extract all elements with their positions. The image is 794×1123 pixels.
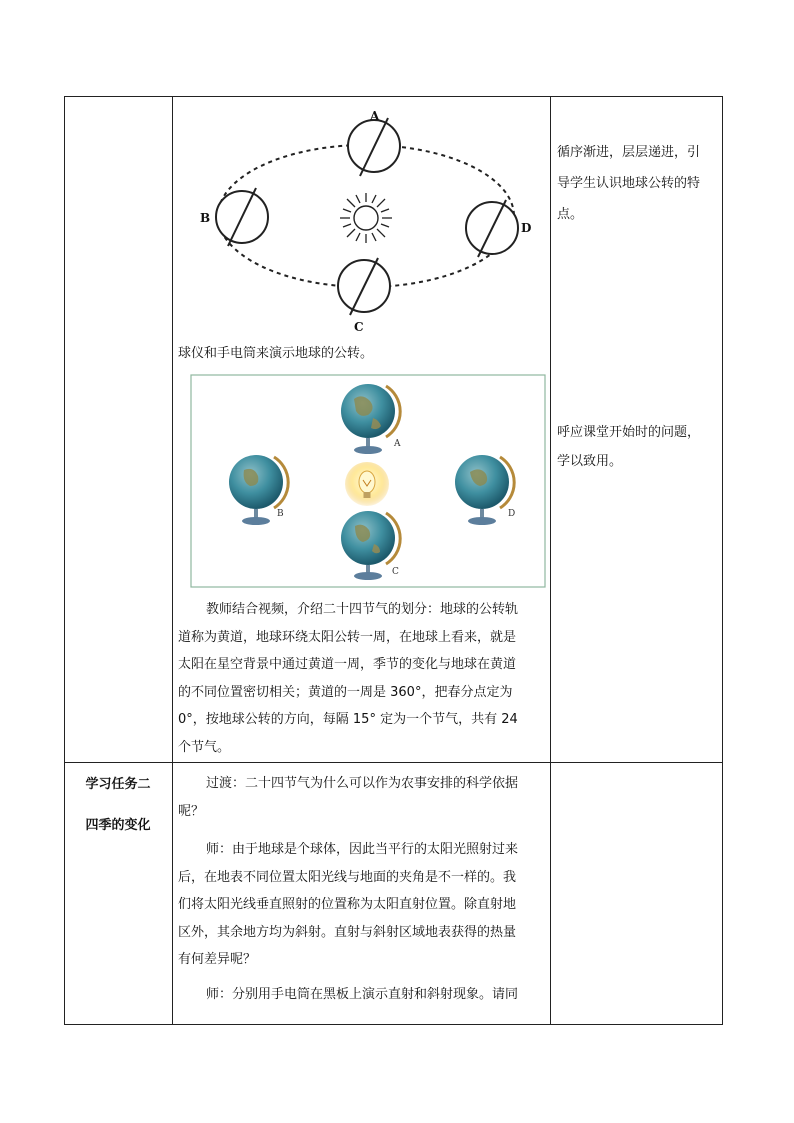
orbit-label-b: B — [200, 211, 211, 225]
text-line: 过渡：二十四节气为什么可以作为农事安排的科学依据 — [206, 776, 519, 791]
design-note-1 — [557, 137, 719, 230]
sun-icon — [340, 193, 392, 243]
table-left-border — [64, 96, 65, 1025]
text-line: 点。 — [557, 207, 584, 222]
text-line: 们将太阳光线垂直照射的位置称为太阳直射位置。除直射地 — [178, 897, 517, 912]
text-line: 区外，其余地方均为斜射。直射与斜射区域地表获得的热量 — [178, 924, 517, 940]
globe-label-b: B — [277, 509, 284, 519]
orbit-label-d: D — [521, 221, 532, 235]
text-line: 呢？ — [178, 803, 205, 819]
text-line: 的不同位置密切相关；黄道的一周是 360°，把春分点定为 — [178, 684, 513, 700]
text-line: 后，在地表不同位置太阳光线与地面的夹角是不一样的。我 — [178, 869, 517, 885]
teacher-paragraph-2 — [178, 981, 546, 1009]
transition-paragraph — [178, 770, 546, 825]
task-subtitle: 四季的变化 — [85, 818, 151, 833]
globe-demo-figure — [190, 374, 546, 588]
table-top-border — [64, 96, 723, 97]
lightbulb-icon — [345, 462, 389, 506]
text-line: 个节气。 — [178, 739, 231, 755]
text-line: 太阳在星空背景中通过黄道一周，季节的变化与地球在黄道 — [178, 657, 517, 672]
text-line: 师：由于地球是个球体，因此当平行的太阳光照射过来 — [206, 842, 519, 857]
solar-terms-paragraph — [178, 596, 546, 761]
task-title: 学习任务二 — [85, 777, 151, 792]
globe-label-c: C — [392, 567, 399, 577]
earth-position-d-icon — [466, 200, 518, 257]
text-line: 导学生认识地球公转的特 — [557, 176, 701, 191]
column-divider-1 — [172, 96, 173, 1025]
text-line: 道称为黄道，地球环绕太阳公转一周，在地球上看来，就是 — [178, 629, 517, 645]
globe-label-a: A — [394, 439, 401, 449]
globe-label-d: D — [508, 509, 516, 519]
earth-position-c-icon — [338, 258, 390, 315]
design-note-2 — [557, 418, 719, 476]
orbit-diagram — [178, 100, 558, 340]
text-line: 循序渐进，层层递进，引 — [557, 145, 701, 160]
text-line: 学以致用。 — [557, 454, 623, 469]
table-right-border — [722, 96, 723, 1025]
text-line: 0°，按地球公转的方向，每隔 15° 定为一个节气，共有 24 — [178, 712, 518, 727]
text-line: 有何差异呢？ — [178, 952, 257, 967]
earth-position-a-icon — [348, 118, 400, 176]
earth-position-b-icon — [216, 188, 268, 246]
text-line: 师：分别用手电筒在黑板上演示直射和斜射现象。请同 — [206, 987, 519, 1002]
globe-caption: 球仪和手电筒来演示地球的公转。 — [178, 346, 374, 361]
text-line: 教师结合视频，介绍二十四节气的划分：地球的公转轨 — [206, 602, 519, 617]
text-line: 呼应课堂开始时的问题， — [557, 425, 701, 440]
table-bottom-border — [64, 1024, 723, 1025]
orbit-label-c: C — [354, 320, 364, 334]
row-divider — [64, 762, 723, 763]
orbit-label-a: A — [370, 109, 380, 123]
teacher-paragraph-1 — [178, 836, 546, 974]
